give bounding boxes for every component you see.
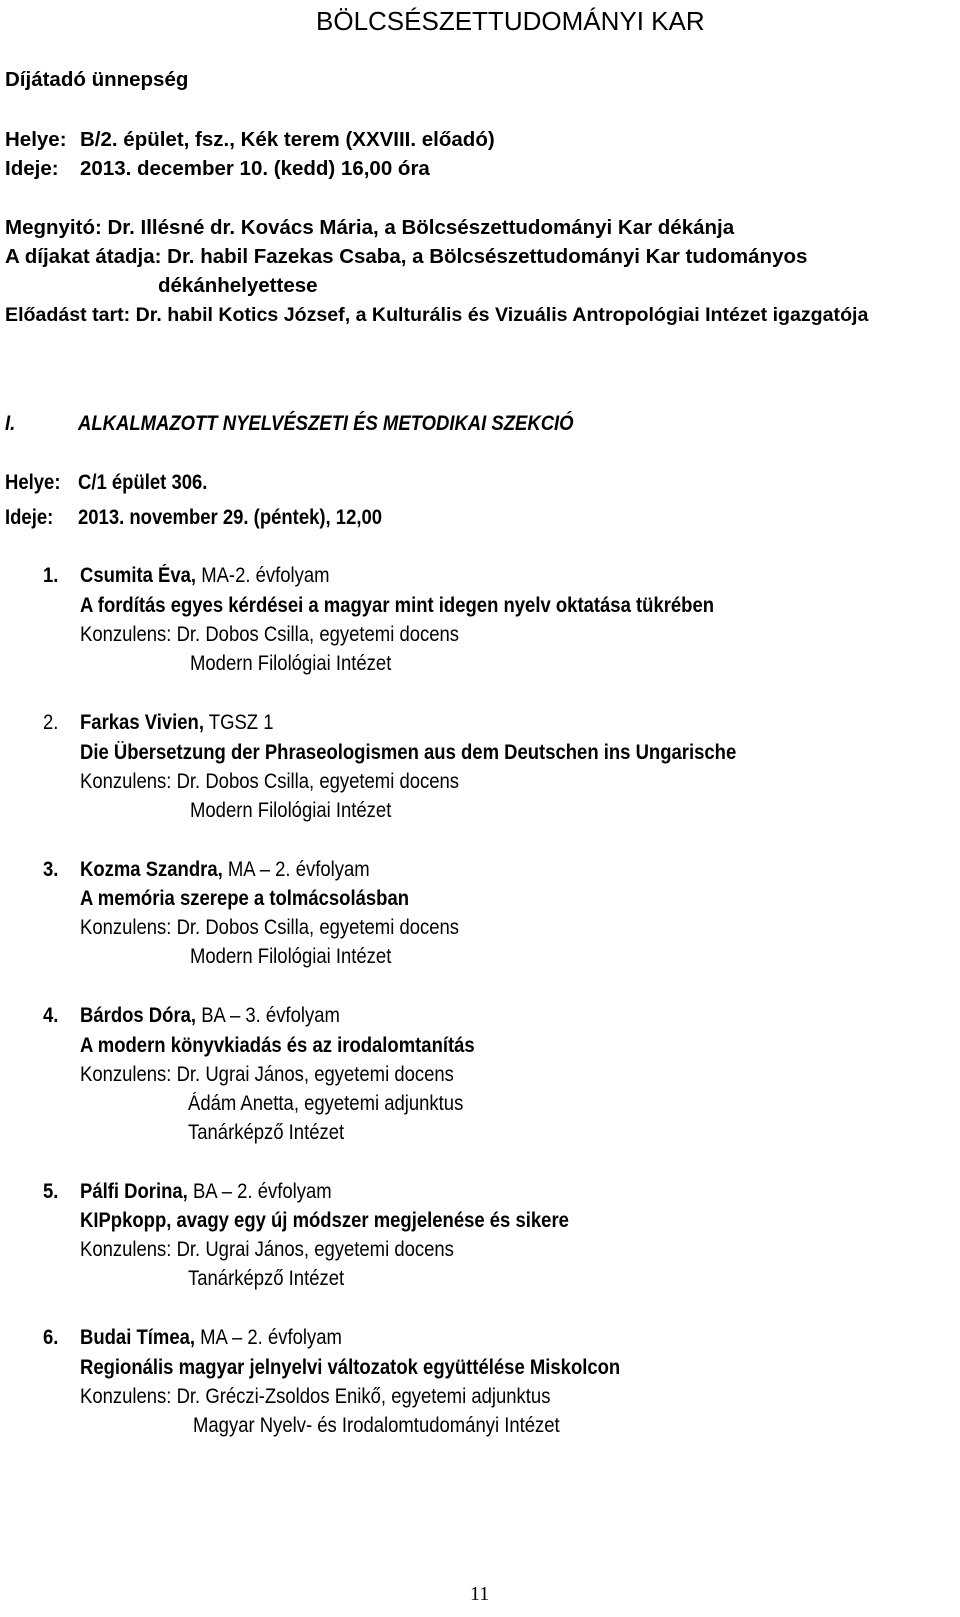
entry-4-institute: Tanárképző Intézet xyxy=(188,1121,345,1144)
entry-6-institute: Magyar Nyelv- és Irodalomtudományi Intézet xyxy=(193,1414,560,1437)
section-number: I. xyxy=(5,412,16,435)
awards-line-2: dékánhelyettese xyxy=(158,274,318,297)
event-place-label: Helye: xyxy=(5,128,67,151)
entry-2-institute: Modern Filológiai Intézet xyxy=(190,799,392,822)
section-time-label: Ideje: xyxy=(5,506,54,529)
event-time-label: Ideje: xyxy=(5,157,59,180)
awards-line-1: A díjakat átadja: Dr. habil Fazekas Csaba, a Bölcsészettudományi Kar tudományos xyxy=(5,245,808,268)
entry-4-student: Bárdos Dóra, BA – 3. évfolyam xyxy=(80,1004,340,1027)
entry-6-consultant: Konzulens: Dr. Gréczi-Zsoldos Enikő, egyetemi adjunktus xyxy=(80,1385,551,1408)
event-place-value: B/2. épület, fsz., Kék terem (XXVIII. előadó) xyxy=(80,128,495,151)
entry-2-title: Die Übersetzung der Phraseologismen aus dem Deutschen ins Ungarische xyxy=(80,741,737,764)
entry-5-number: 5. xyxy=(43,1180,59,1203)
entry-2-consultant: Konzulens: Dr. Dobos Csilla, egyetemi docens xyxy=(80,770,460,793)
entry-1-consultant: Konzulens: Dr. Dobos Csilla, egyetemi docens xyxy=(80,623,460,646)
entry-3-student: Kozma Szandra, MA – 2. évfolyam xyxy=(80,858,370,881)
entry-4-co-consultant: Ádám Anetta, egyetemi adjunktus xyxy=(188,1092,464,1115)
entry-5-institute: Tanárképző Intézet xyxy=(188,1267,345,1290)
faculty-title: BÖLCSÉSZETTUDOMÁNYI KAR xyxy=(316,6,705,36)
section-place-value: C/1 épület 306. xyxy=(78,471,208,494)
event-time-value: 2013. december 10. (kedd) 16,00 óra xyxy=(80,157,430,180)
entry-4-title: A modern könyvkiadás és az irodalomtanítás xyxy=(80,1034,475,1057)
entry-3-institute: Modern Filológiai Intézet xyxy=(190,945,392,968)
entry-2-student: Farkas Vivien, TGSZ 1 xyxy=(80,711,274,734)
entry-2-number: 2. xyxy=(43,711,59,734)
entry-1-number: 1. xyxy=(43,564,59,587)
entry-3-number: 3. xyxy=(43,858,59,881)
entry-1-institute: Modern Filológiai Intézet xyxy=(190,652,392,675)
entry-6-number: 6. xyxy=(43,1326,59,1349)
section-title: ALKALMAZOTT NYELVÉSZETI ÉS METODIKAI SZEKCIÓ xyxy=(78,412,574,435)
entry-5-student: Pálfi Dorina, BA – 2. évfolyam xyxy=(80,1180,332,1203)
entry-3-consultant: Konzulens: Dr. Dobos Csilla, egyetemi docens xyxy=(80,916,460,939)
page-number: 11 xyxy=(470,1583,490,1605)
entry-5-title: KIPpkopp, avagy egy új módszer megjelenése és sikere xyxy=(80,1209,569,1232)
entry-6-title: Regionális magyar jelnyelvi változatok együttélése Miskolcon xyxy=(80,1356,621,1379)
entry-4-number: 4. xyxy=(43,1004,59,1027)
event-title: Díjátadó ünnepség xyxy=(5,68,189,91)
entry-6-student: Budai Tímea, MA – 2. évfolyam xyxy=(80,1326,342,1349)
entry-1-student: Csumita Éva, MA-2. évfolyam xyxy=(80,564,330,587)
entry-4-consultant: Konzulens: Dr. Ugrai János, egyetemi docens xyxy=(80,1063,454,1086)
entry-3-title: A memória szerepe a tolmácsolásban xyxy=(80,887,410,910)
opening-line: Megnyitó: Dr. Illésné dr. Kovács Mária, a Bölcsészettudományi Kar dékánja xyxy=(5,216,735,239)
entry-1-title: A fordítás egyes kérdései a magyar mint idegen nyelv oktatása tükrében xyxy=(80,594,715,617)
section-place-label: Helye: xyxy=(5,471,61,494)
section-time-value: 2013. november 29. (péntek), 12,00 xyxy=(78,506,383,529)
lecture-line: Előadást tart: Dr. habil Kotics József, a Kulturális és Vizuális Antropológiai Intézet igazgatója xyxy=(5,304,869,326)
entry-5-consultant: Konzulens: Dr. Ugrai János, egyetemi docens xyxy=(80,1238,454,1261)
